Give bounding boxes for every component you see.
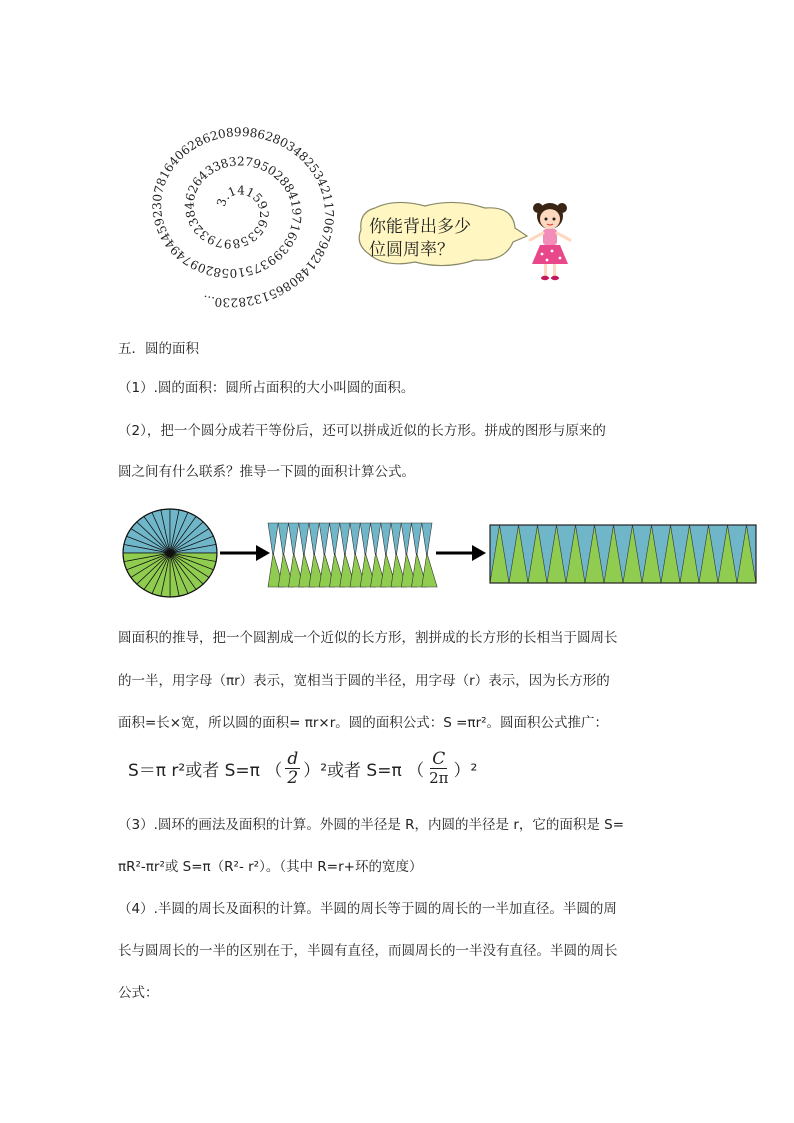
arrow-2 [436,545,486,561]
blue-sector [371,523,381,557]
fraction-2-denominator: 2π [429,769,449,787]
paragraph-3-line-2: 的一半，用字母（πr）表示，宽相当于圆的半径，用字母（r）表示，因为长方形的 [118,673,610,689]
blue-sector [412,523,422,557]
blue-sector [340,523,350,557]
sector-circle [123,509,217,597]
fraction-1-numerator: d [287,749,299,769]
blue-sector [381,523,391,557]
paragraph-3-line-3: 面积=长×宽，所以圆的面积= πr×r。圆的面积公式：S =πr²。圆面积公式推广： [118,715,609,731]
approx-rectangle-1 [268,523,437,587]
blue-sector [422,523,432,557]
bubble-line-2: 位圆周率？ [369,240,454,260]
formula-part-2: ）²或者 S=π （ [303,761,425,781]
paragraph-2-line-2: 圆之间有什么联系？推导一下圆的面积计算公式。 [118,464,415,480]
blue-sector [360,523,370,557]
paragraph-5-line-1: （4）.半圆的周长及面积的计算。半圆的周长等于圆的周长的一半加直径。半圆的周 [118,901,617,917]
pi-spiral-textpath: 3.14159265358979323846264338327950288419716939937510582097494459230781640628620899862803482534211706798214808651328230... [149,124,337,310]
fraction-2-numerator: C [432,749,446,769]
green-sector [422,553,437,587]
formula-part-3: ）² [453,761,478,781]
formula-part-1: S＝π r²或者 S=π （ [128,761,283,781]
blue-sector [319,523,329,557]
blue-sector [278,523,288,557]
blue-sector [299,523,309,557]
paragraph-1: （1）.圆的面积：圆所占面积的大小叫圆的面积。 [118,380,415,396]
pi-spiral-digits [150,125,336,310]
pi-spiral-figure [110,110,360,310]
blue-sector [330,523,340,557]
section-heading: 五．圆的面积 [118,341,199,357]
area-formula [128,750,477,787]
paragraph-5-line-2: 长与圆周长的一半的区别在于，半圆有直径，而圆周长的一半没有直径。半圆的周长 [118,943,618,959]
paragraph-5-line-3: 公式： [118,985,159,1001]
blue-sector [309,523,319,557]
paragraph-2-line-1: （2），把一个圆分成若干等份后，还可以拼成近似的长方形。拼成的图形与原来的 [118,423,606,439]
blue-sector [401,523,411,557]
blue-sector [350,523,360,557]
blue-sector [391,523,401,557]
circle-area-derivation-figure [118,500,778,610]
girl-illustration [522,196,580,286]
blue-sector [268,523,278,557]
blue-sector [289,523,299,557]
approx-rectangle-2 [490,525,756,583]
paragraph-3-line-1: 圆面积的推导，把一个圆割成一个近似的长方形，割拼成的长方形的长相当于圆周长 [118,630,618,646]
bubble-line-1: 你能背出多少 [369,217,471,237]
fraction-1-denominator: 2 [287,768,299,788]
fraction-d-over-2 [285,750,300,787]
paragraph-4-line-1: （3）.圆环的画法及面积的计算。外圆的半径是 R，内圆的半径是 r，它的面积是 S= [118,817,625,833]
paragraph-4-line-2: πR²-πr²或 S=π（R²- r²）。（其中 R=r+环的宽度） [118,859,423,875]
fraction-c-over-2pi [427,750,450,787]
arrow-1 [220,545,270,561]
